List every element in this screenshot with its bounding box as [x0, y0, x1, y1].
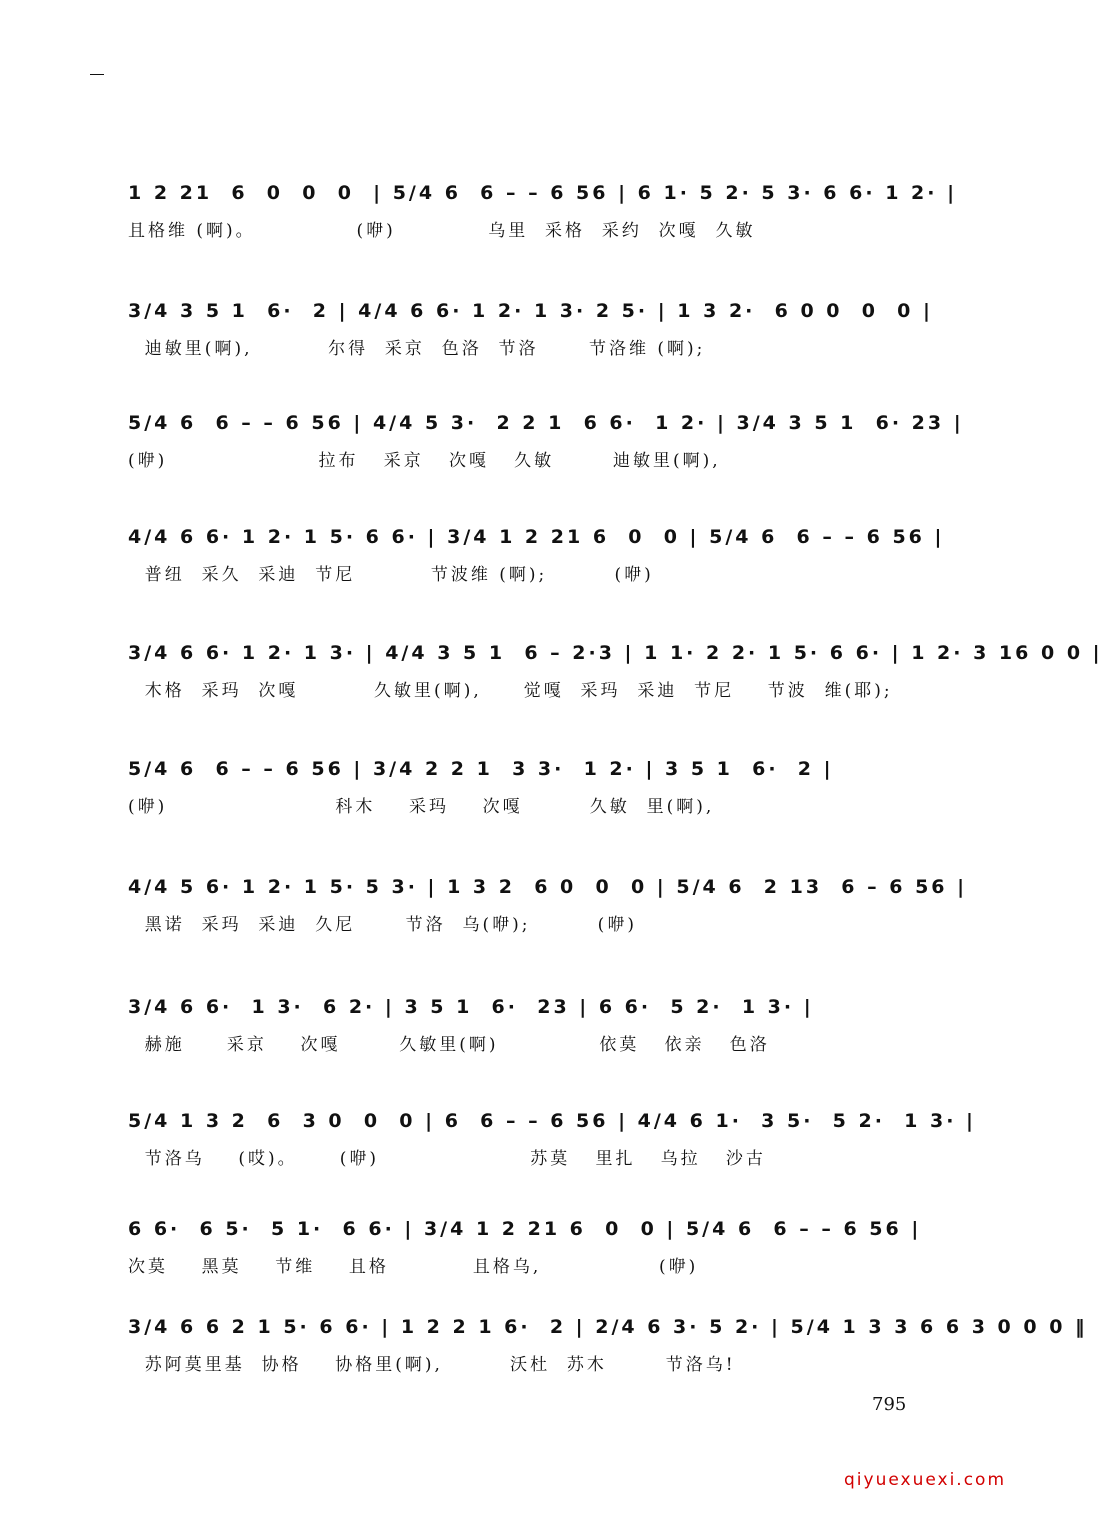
- lyrics: 黑诺 采玛 采迪 久尼 节洛 乌(咿); (咿): [128, 915, 637, 935]
- notation: 1 2 21 6 0 0 0 | 5/4 6 6 – – 6 56 | 6 1· 5 2· 5 3· 6 6· 1 2· |: [128, 182, 958, 204]
- lyrics: 赫施 采京 次嘎 久敏里(啊) 依莫 依亲 色洛: [128, 1035, 770, 1055]
- stave-line-5: [128, 636, 1103, 706]
- stave-line-8: [128, 990, 918, 1060]
- lyrics: 苏阿莫里基 协格 协格里(啊), 沃杜 苏木 节洛乌!: [128, 1355, 736, 1375]
- lyrics: 木格 采玛 次嘎 久敏里(啊), 觉嘎 采玛 采迪 节尼 节波 维(耶);: [128, 681, 893, 701]
- lyrics: (咿) 科木 采玛 次嘎 久敏 里(啊),: [128, 797, 715, 817]
- notation: 3/4 6 6· 1 3· 6 2· | 3 5 1 6· 23 | 6 6· 5 2· 1 3· |: [128, 996, 814, 1018]
- lyrics: 节洛乌 (哎)。 (咿) 苏莫 里扎 乌拉 沙古: [128, 1149, 766, 1169]
- stave-line-1: [128, 176, 958, 246]
- stave-line-3: [128, 406, 964, 476]
- notation: 4/4 6 6· 1 2· 1 5· 6 6· | 3/4 1 2 21 6 0 0 | 5/4 6 6 – – 6 56 |: [128, 526, 945, 548]
- notation: 3/4 6 6· 1 2· 1 3· | 4/4 3 5 1 6 – 2·3 | 1 1· 2 2· 1 5· 6 6· | 1 2· 3 16 0 0 |: [128, 642, 1103, 664]
- notation: 4/4 5 6· 1 2· 1 5· 5 3· | 1 3 2 6 0 0 0 | 5/4 6 2 13 6 – 6 56 |: [128, 876, 968, 898]
- lyrics: 次莫 黑莫 节维 且格 且格乌, (咿): [128, 1257, 699, 1277]
- stave-line-4: [128, 520, 945, 590]
- lyrics: 普纽 采久 采迪 节尼 节波维 (啊); (咿): [128, 565, 654, 585]
- notation: 5/4 6 6 – – 6 56 | 3/4 2 2 1 3 3· 1 2· | 3 5 1 6· 2 |: [128, 758, 834, 780]
- notation: 3/4 3 5 1 6· 2 | 4/4 6 6· 1 2· 1 3· 2 5· | 1 3 2· 6 0 0 0 0 |: [128, 300, 933, 322]
- stave-line-2: [128, 294, 933, 364]
- notation: 3/4 6 6 2 1 5· 6 6· | 1 2 2 1 6· 2 | 2/4 6 3· 5 2· | 5/4 1 3 3 6 6 3 0 0 0 ‖: [128, 1316, 1088, 1338]
- lyrics: 且格维 (啊)。 (咿) 乌里 采格 采约 次嘎 久敏: [128, 221, 756, 241]
- watermark: qiyuexuexi.com: [844, 1470, 1006, 1490]
- page-number: 795: [872, 1394, 907, 1415]
- notation: 5/4 6 6 – – 6 56 | 4/4 5 3· 2 2 1 6 6· 1 2· | 3/4 3 5 1 6· 23 |: [128, 412, 964, 434]
- stave-line-9: [128, 1104, 976, 1174]
- stave-line-10: [128, 1212, 922, 1282]
- lyrics: 迪敏里(啊), 尔得 采京 色洛 节洛 节洛维 (啊);: [128, 339, 706, 359]
- stave-line-11: [128, 1310, 1088, 1380]
- corner-mark: [90, 74, 104, 75]
- stave-line-7: [128, 870, 968, 940]
- stave-line-6: [128, 752, 918, 822]
- notation: 5/4 1 3 2 6 3 0 0 0 | 6 6 – – 6 56 | 4/4 6 1· 3 5· 5 2· 1 3· |: [128, 1110, 976, 1132]
- notation: 6 6· 6 5· 5 1· 6 6· | 3/4 1 2 21 6 0 0 | 5/4 6 6 – – 6 56 |: [128, 1218, 922, 1240]
- lyrics: (咿) 拉布 采京 次嘎 久敏 迪敏里(啊),: [128, 451, 721, 471]
